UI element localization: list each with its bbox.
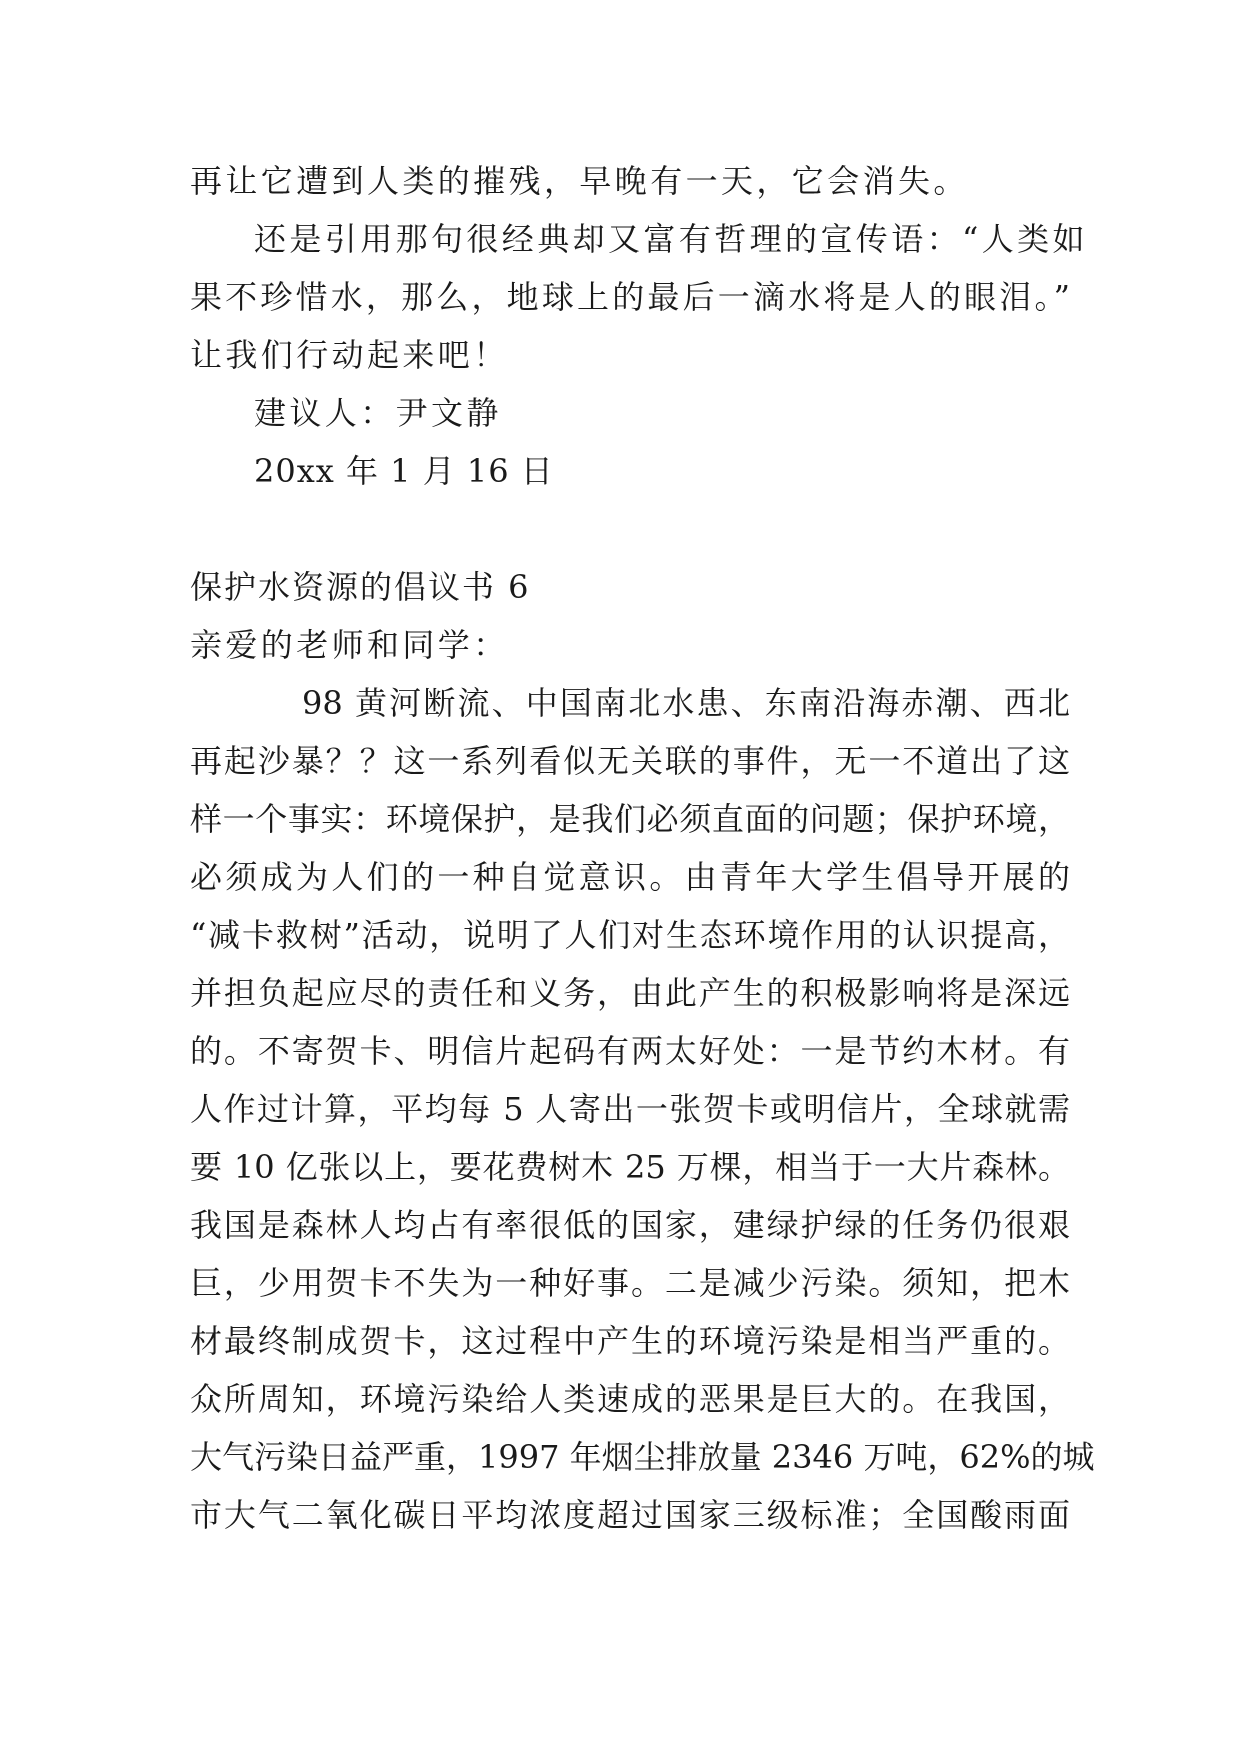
text-line: 让我们行动起来吧！ xyxy=(190,336,509,374)
text-line: 必须成为人们的一种自觉意识。由青年大学生倡导开展的 xyxy=(190,858,1070,896)
section-title: 保护水资源的倡议书 6 xyxy=(190,568,531,606)
text-line: 还是引用那句很经典却又富有哲理的宣传语：“人类如 xyxy=(254,220,1088,258)
text-line: 再让它遭到人类的摧残，早晚有一天，它会消失。 xyxy=(190,162,969,200)
text-line: 果不珍惜水，那么，地球上的最后一滴水将是人的眼泪。” xyxy=(190,278,1070,316)
text-line: 大气污染日益严重，1997 年烟尘排放量 2346 万吨，62%的城 xyxy=(190,1438,1095,1476)
text-line: 再起沙暴？？这一系列看似无关联的事件，无一不道出了这 xyxy=(190,742,1070,780)
text-line: 人作过计算，平均每 5 人寄出一张贺卡或明信片，全球就需 xyxy=(190,1090,1070,1128)
text-line: 并担负起应尽的责任和义务，由此产生的积极影响将是深远 xyxy=(190,974,1070,1012)
text-line: 众所周知，环境污染给人类速成的恶果是巨大的。在我国， xyxy=(190,1380,1070,1418)
text-line: 市大气二氧化碳日平均浓度超过国家三级标准；全国酸雨面 xyxy=(190,1496,1070,1534)
text-line: “减卡救树”活动，说明了人们对生态环境作用的认识提高， xyxy=(190,916,1070,954)
text-line: 我国是森林人均占有率很低的国家，建绿护绿的任务仍很艰 xyxy=(190,1206,1070,1244)
date: 20xx 年 1 月 16 日 xyxy=(254,452,554,490)
text-line: 样一个事实：环境保护，是我们必须直面的问题；保护环境， xyxy=(190,800,1070,838)
text-line: 巨，少用贺卡不失为一种好事。二是减少污染。须知，把木 xyxy=(190,1264,1070,1302)
text-line: 98 黄河断流、中国南北水患、东南沿海赤潮、西北 xyxy=(302,684,1070,722)
salutation: 亲爱的老师和同学： xyxy=(190,626,509,664)
text-line: 的。不寄贺卡、明信片起码有两太好处：一是节约木材。有 xyxy=(190,1032,1070,1070)
text-line: 要 10 亿张以上，要花费树木 25 万棵，相当于一大片森林。 xyxy=(190,1148,1070,1186)
text-line: 材最终制成贺卡，这过程中产生的环境污染是相当严重的。 xyxy=(190,1322,1070,1360)
signature: 建议人：尹文静 xyxy=(254,394,502,432)
